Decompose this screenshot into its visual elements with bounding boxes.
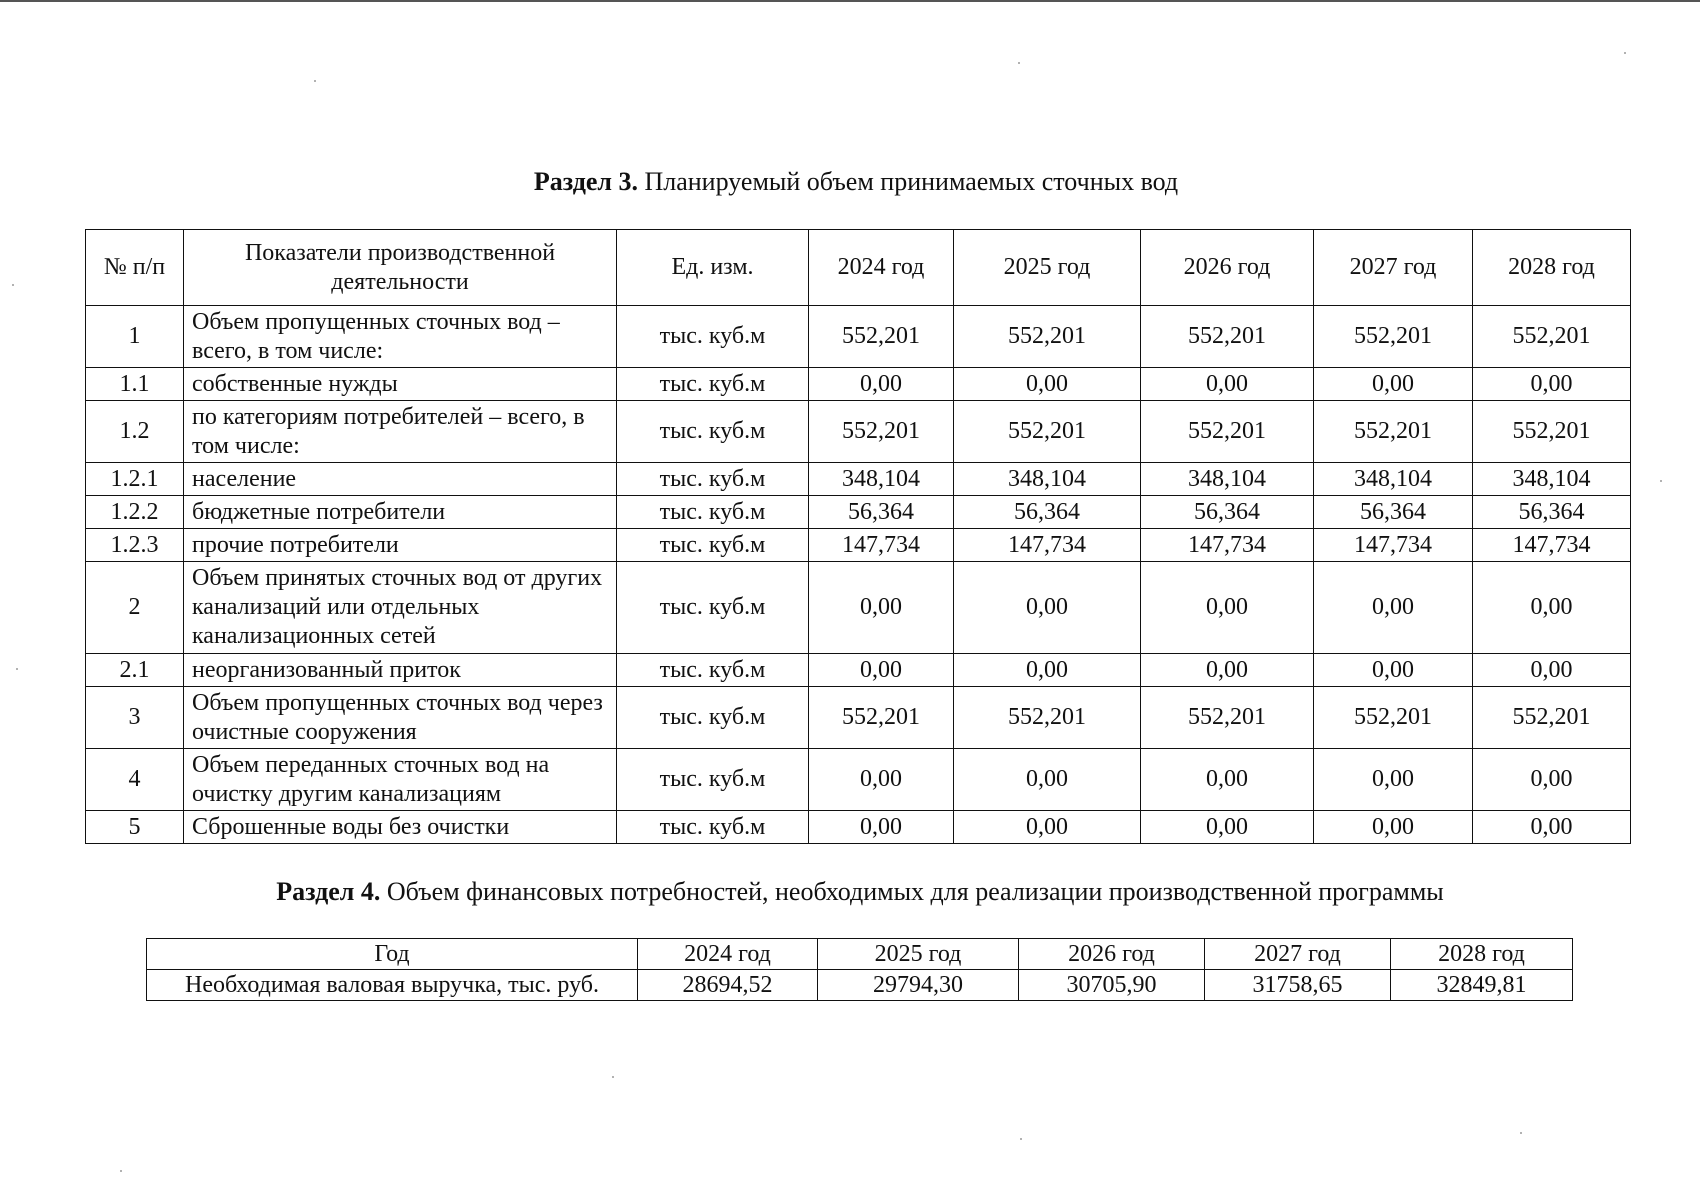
value-cell-2025: 0,00 [954,749,1141,811]
table-header-row [147,939,1573,970]
value-cell-2025: 552,201 [954,401,1141,463]
indicator-name: собственные нужды [184,368,617,401]
value-cell-2025: 56,364 [954,496,1141,529]
value-cell-2028: 552,201 [1473,401,1631,463]
value-cell-2027: 0,00 [1314,562,1473,654]
row-number: 1.2.1 [86,463,184,496]
unit-cell: тыс. куб.м [617,749,809,811]
scan-speck [1624,52,1626,54]
header-cell-2027: 2027 год [1205,939,1391,970]
wastewater-volume-table [85,229,1631,844]
indicator-name: Объем переданных сточных вод на очистку другим канализациям [184,749,617,811]
row-number: 1.2.3 [86,529,184,562]
value-cell-2028: 56,364 [1473,496,1631,529]
row-number: 5 [86,811,184,844]
indicator-name: население [184,463,617,496]
value-cell-2027: 552,201 [1314,687,1473,749]
value-cell-2024: 552,201 [809,687,954,749]
unit-cell: тыс. куб.м [617,463,809,496]
value-cell-2027: 552,201 [1314,306,1473,368]
value-cell-2026: 147,734 [1141,529,1314,562]
header-cell-unit: Ед. изм. [617,230,809,306]
row-number: 1.2 [86,401,184,463]
header-cell-2024: 2024 год [809,230,954,306]
table-row [86,562,1631,654]
value-cell-2028: 0,00 [1473,562,1631,654]
scan-speck [12,284,14,286]
header-cell-2024: 2024 год [638,939,818,970]
value-cell-2026: 552,201 [1141,306,1314,368]
scan-speck [1018,62,1020,64]
table-row [86,811,1631,844]
unit-cell: тыс. куб.м [617,811,809,844]
value-cell-2025: 0,00 [954,654,1141,687]
header-cell-2026: 2026 год [1141,230,1314,306]
value-cell-2024: 0,00 [809,749,954,811]
value-cell-2027: 31758,65 [1205,970,1391,1001]
unit-cell: тыс. куб.м [617,687,809,749]
indicator-name: Объем принятых сточных вод от других канализаций или отдельных канализационных сетей [184,562,617,654]
table-row [86,306,1631,368]
value-cell-2025: 552,201 [954,306,1141,368]
unit-cell: тыс. куб.м [617,562,809,654]
scan-speck [1020,1138,1022,1140]
indicator-name: по категориям потребителей – всего, в том числе: [184,401,617,463]
value-cell-2027: 147,734 [1314,529,1473,562]
table-row [86,749,1631,811]
scan-speck [612,1076,614,1078]
value-cell-2025: 552,201 [954,687,1141,749]
header-cell-2028: 2028 год [1391,939,1573,970]
value-cell-2026: 348,104 [1141,463,1314,496]
table-header-row [86,230,1631,306]
value-cell-2024: 348,104 [809,463,954,496]
row-number: 1 [86,306,184,368]
indicator-name: прочие потребители [184,529,617,562]
unit-cell: тыс. куб.м [617,368,809,401]
value-cell-2025: 348,104 [954,463,1141,496]
value-cell-2024: 147,734 [809,529,954,562]
value-cell-2028: 0,00 [1473,749,1631,811]
table-row [147,970,1573,1001]
scan-speck [314,80,316,82]
row-number: 4 [86,749,184,811]
header-cell-2025: 2025 год [818,939,1019,970]
scan-speck [120,1170,122,1172]
value-cell-2026: 0,00 [1141,811,1314,844]
value-cell-2026: 0,00 [1141,562,1314,654]
value-cell-2026: 0,00 [1141,368,1314,401]
value-cell-2027: 348,104 [1314,463,1473,496]
value-cell-2028: 552,201 [1473,306,1631,368]
unit-cell: тыс. куб.м [617,401,809,463]
value-cell-2024: 0,00 [809,562,954,654]
table-row [86,463,1631,496]
value-cell-2026: 30705,90 [1019,970,1205,1001]
value-cell-2024: 552,201 [809,401,954,463]
header-cell-2026: 2026 год [1019,939,1205,970]
header-cell-year: Год [147,939,638,970]
row-number: 1.1 [86,368,184,401]
value-cell-2028: 0,00 [1473,654,1631,687]
indicator-name: Объем пропущенных сточных вод – всего, в том числе: [184,306,617,368]
header-cell-2025: 2025 год [954,230,1141,306]
indicator-name: неорганизованный приток [184,654,617,687]
value-cell-2028: 0,00 [1473,368,1631,401]
header-cell-2028: 2028 год [1473,230,1631,306]
scan-speck [1660,480,1662,482]
value-cell-2027: 0,00 [1314,811,1473,844]
value-cell-2024: 0,00 [809,654,954,687]
value-cell-2027: 552,201 [1314,401,1473,463]
row-label: Необходимая валовая выручка, тыс. руб. [147,970,638,1001]
value-cell-2027: 0,00 [1314,368,1473,401]
value-cell-2028: 552,201 [1473,687,1631,749]
section-3-title-number: Раздел 3. [533,167,638,196]
value-cell-2026: 0,00 [1141,654,1314,687]
table-row [86,529,1631,562]
value-cell-2024: 0,00 [809,811,954,844]
value-cell-2026: 56,364 [1141,496,1314,529]
table-row [86,654,1631,687]
table-row [86,687,1631,749]
value-cell-2025: 0,00 [954,368,1141,401]
value-cell-2025: 147,734 [954,529,1141,562]
table-row [86,401,1631,463]
value-cell-2028: 147,734 [1473,529,1631,562]
value-cell-2028: 0,00 [1473,811,1631,844]
indicator-name: Сброшенные воды без очистки [184,811,617,844]
value-cell-2024: 552,201 [809,306,954,368]
scan-speck [16,668,18,670]
value-cell-2026: 552,201 [1141,401,1314,463]
value-cell-2024: 28694,52 [638,970,818,1001]
value-cell-2028: 348,104 [1473,463,1631,496]
row-number: 2.1 [86,654,184,687]
page-top-edge-line [0,0,1700,2]
value-cell-2027: 0,00 [1314,654,1473,687]
row-number: 3 [86,687,184,749]
value-cell-2027: 0,00 [1314,749,1473,811]
value-cell-2025: 0,00 [954,811,1141,844]
unit-cell: тыс. куб.м [617,529,809,562]
unit-cell: тыс. куб.м [617,654,809,687]
section-3-title-text: Планируемый объем принимаемых сточных вод [637,167,1179,196]
value-cell-2025: 0,00 [954,562,1141,654]
value-cell-2026: 0,00 [1141,749,1314,811]
value-cell-2027: 56,364 [1314,496,1473,529]
header-cell-indicator: Показатели производственной деятельности [184,230,617,306]
value-cell-2025: 29794,30 [818,970,1019,1001]
indicator-name: бюджетные потребители [184,496,617,529]
indicator-name: Объем пропущенных сточных вод через очистные сооружения [184,687,617,749]
unit-cell: тыс. куб.м [617,306,809,368]
scan-speck [1520,1132,1522,1134]
header-cell-number: № п/п [86,230,184,306]
section-3-title [0,166,1700,198]
financial-needs-table [146,938,1573,1001]
value-cell-2028: 32849,81 [1391,970,1573,1001]
header-cell-2027: 2027 год [1314,230,1473,306]
value-cell-2024: 0,00 [809,368,954,401]
table-row [86,368,1631,401]
row-number: 1.2.2 [86,496,184,529]
unit-cell: тыс. куб.м [617,496,809,529]
value-cell-2026: 552,201 [1141,687,1314,749]
section-4-title-text: Объем финансовых потребностей, необходимых для реализации производственной программы [380,877,1444,906]
value-cell-2024: 56,364 [809,496,954,529]
table-row [86,496,1631,529]
row-number: 2 [86,562,184,654]
section-4-title-number: Раздел 4. [276,877,381,906]
section-4-title [0,876,1700,908]
